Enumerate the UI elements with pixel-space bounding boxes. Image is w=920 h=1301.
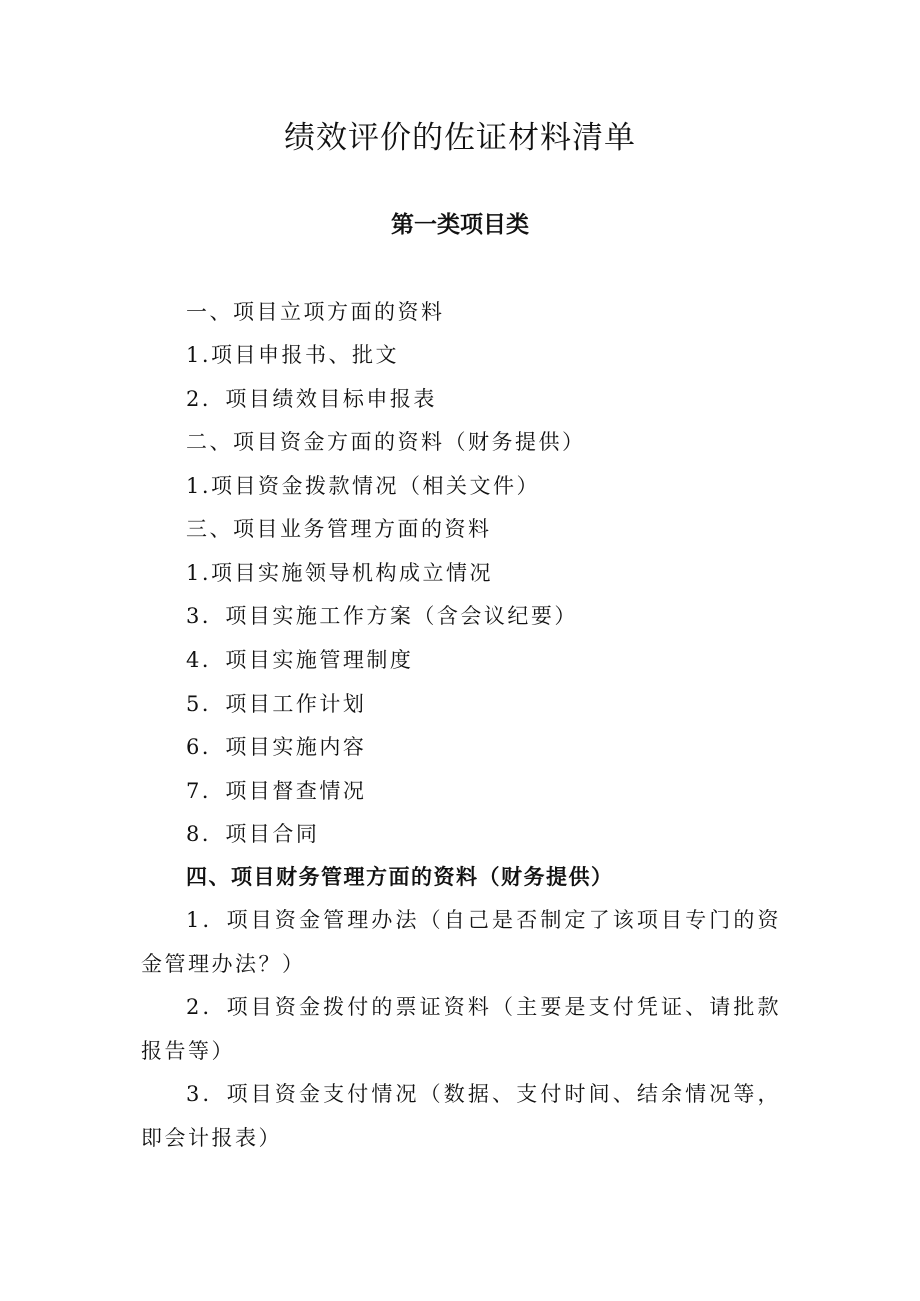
paragraph: 1．项目资金管理办法（自己是否制定了该项目专门的资金管理办法？） [141,908,781,976]
list-item: 1.项目申报书、批文 [186,343,400,367]
list-item: 8．项目合同 [186,822,320,846]
document-title: 绩效评价的佐证材料清单 [284,120,636,156]
list-item: 3．项目实施工作方案（含会议纪要） [186,604,578,628]
list-item: 1.项目实施领导机构成立情况 [186,561,494,585]
document-subtitle: 第一类项目类 [391,212,529,238]
list-item: 7．项目督查情况 [186,779,367,803]
list-item: 6．项目实施内容 [186,735,367,759]
section-heading-4: 四、项目财务管理方面的资料（财务提供） [186,865,614,889]
section-heading-1: 一、项目立项方面的资料 [186,300,445,324]
list-item: 5．项目工作计划 [186,692,367,716]
section-heading-2: 二、项目资金方面的资料（财务提供） [186,430,586,454]
paragraph: 3．项目资金支付情况（数据、支付时间、结余情况等，即会计报表） [141,1082,781,1150]
list-item: 4．项目实施管理制度 [186,648,414,672]
paragraph: 2．项目资金拨付的票证资料（主要是支付凭证、请批款报告等） [141,995,781,1063]
list-item: 2．项目绩效目标申报表 [186,387,437,411]
list-item: 1.项目资金拨款情况（相关文件） [186,474,541,498]
section-heading-3: 三、项目业务管理方面的资料 [186,517,492,541]
